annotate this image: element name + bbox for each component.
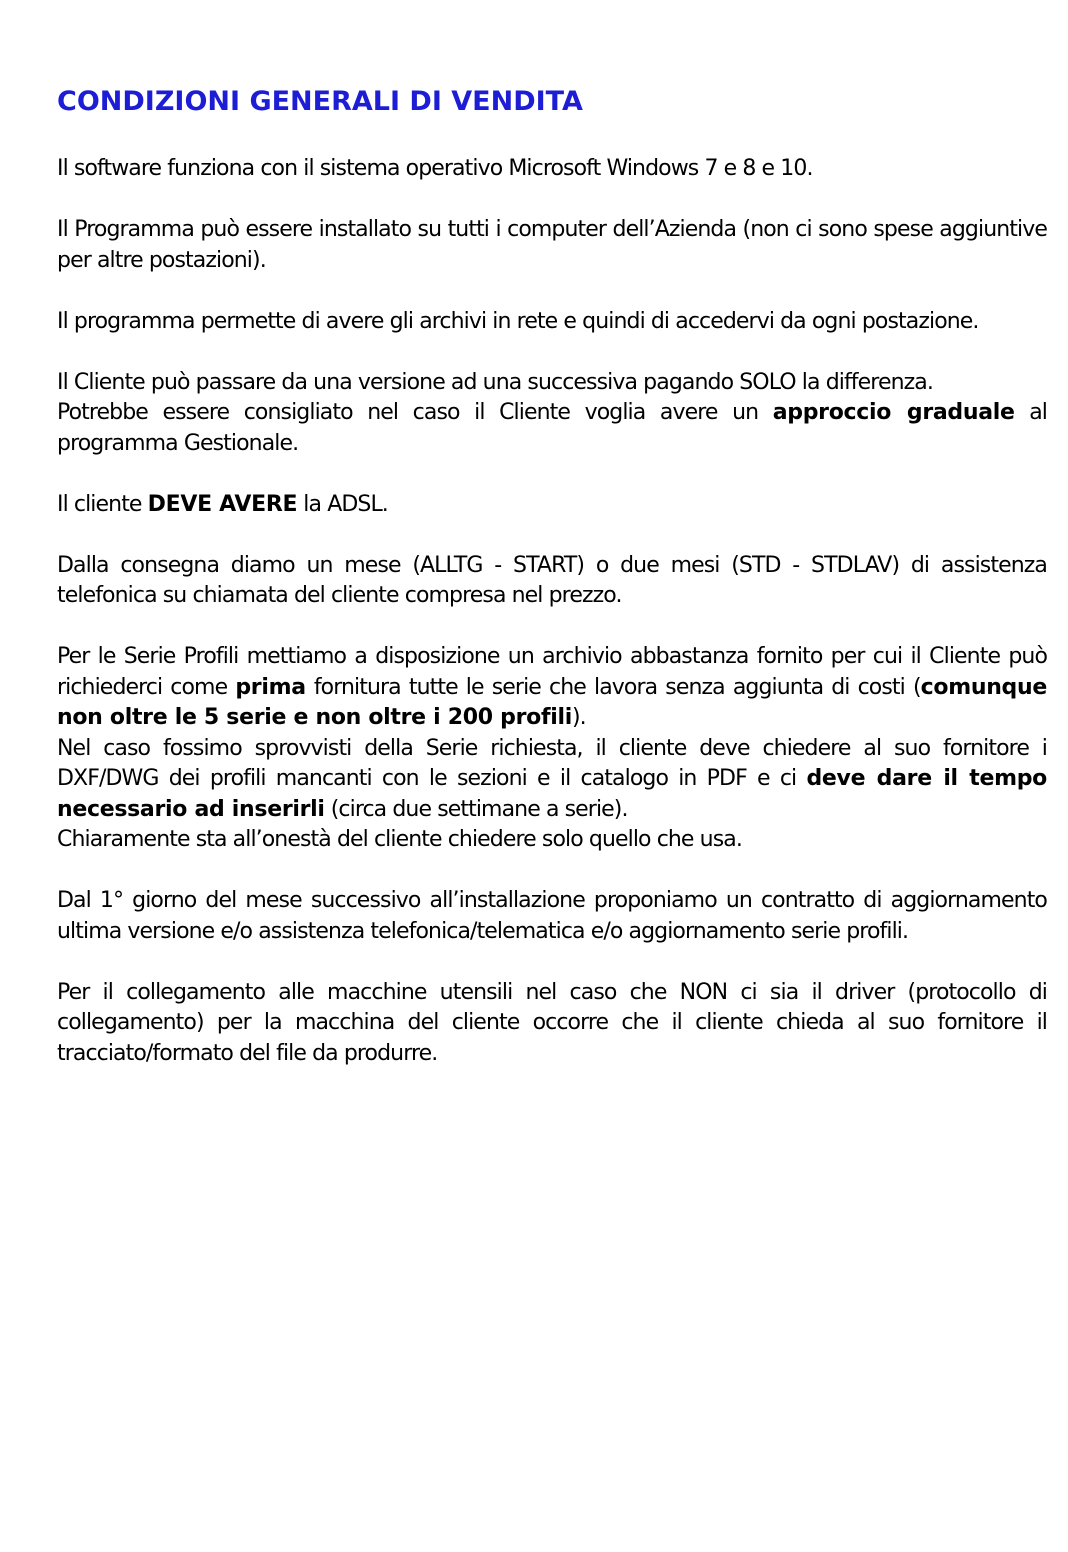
paragraph-profile-series [57, 642, 1047, 734]
text-fragment: la ADSL. [297, 491, 388, 517]
bold-text: deve dare il tempo necessario ad inserirli [57, 766, 1047, 822]
paragraph-gradual-approach [57, 398, 1047, 459]
text-fragment: (circa due settimane a serie). [324, 796, 628, 822]
paragraph-version-upgrade: Il Cliente può passare da una versione ad una successiva pagando SOLO la differenza. [57, 369, 933, 395]
bold-text: approccio graduale [772, 400, 1015, 425]
text-fragment: al programma Gestionale. [57, 400, 1048, 456]
text-fragment: Nel caso fossimo sprovvisti della Serie richiesta, il cliente deve chiedere al suo fornitore i DXF/DWG dei profili mancanti con le sezioni e il catalogo in PDF e ci [57, 735, 1047, 791]
bold-text: DEVE AVERE [147, 491, 298, 517]
text-fragment: fornitura tutte le serie che lavora senza aggiunta di costi ( [305, 674, 921, 700]
paragraph-installation: Il Programma può essere installato su tutti i computer dell’Azienda (non ci sono spese aggiuntive per altre postazioni). [57, 217, 1047, 273]
document-title: CONDIZIONI GENERALI DI VENDITA [57, 86, 583, 117]
paragraph-contract: Dal 1° giorno del mese successivo all’installazione proponiamo un contratto di aggiornamento ultima versione e/o assistenza telefonica/telematica e/o aggiornamento serie profili. [57, 888, 1047, 944]
paragraph-os: Il software funziona con il sistema operativo Microsoft Windows 7 e 8 e 10. [57, 156, 813, 181]
paragraph-missing-series [57, 734, 1047, 826]
text-fragment: ). [571, 705, 586, 730]
bold-text: prima [235, 674, 306, 700]
paragraph-machine-tools: Per il collegamento alle macchine utensili nel caso che NON ci sia il driver (protocollo di collegamento) per la macchina del cliente occorre che il cliente chieda al suo fornitore il tracciato/formato del file da produrre. [57, 979, 1047, 1066]
paragraph-assistance: Dalla consegna diamo un mese (ALLTG - START) o due mesi (STD - STDLAV) di assistenza telefonica su chiamata del cliente compresa nel prezzo. [57, 552, 1047, 608]
text-fragment: Per le Serie Profili mettiamo a disposizione un archivio abbastanza fornito per cui il Cliente può richiederci come [57, 644, 1047, 700]
text-fragment: Potrebbe essere consigliato nel caso il Cliente voglia avere un [57, 400, 773, 425]
paragraph-network: Il programma permette di avere gli archivi in rete e quindi di accedervi da ogni postazione. [57, 308, 979, 334]
paragraph-adsl [57, 490, 1047, 521]
bold-text: comunque non oltre le 5 serie e non oltre i 200 profili [57, 674, 1047, 730]
text-fragment: Il cliente [57, 491, 148, 517]
paragraph-honesty: Chiaramente sta all’onestà del cliente chiedere solo quello che usa. [57, 827, 742, 852]
document-body [57, 85, 1047, 1100]
